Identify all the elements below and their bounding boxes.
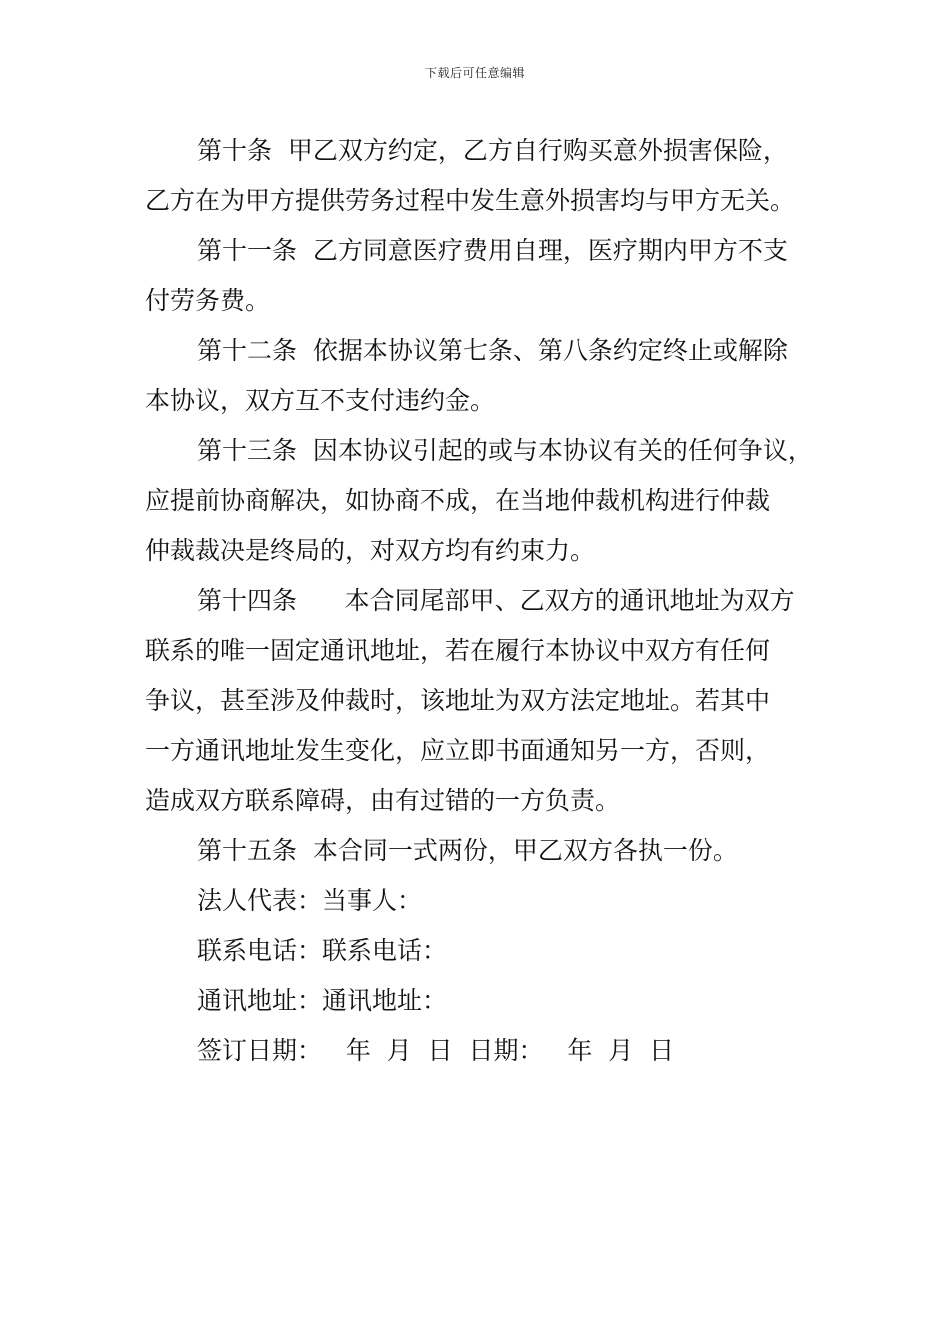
text-line: 争议，甚至涉及仲裁时，该地址为双方法定地址。若其中 [145, 686, 771, 715]
text-line: 第十五条 本合同一式两份，甲乙双方各执一份。 [197, 836, 738, 865]
signature-date: 签订日期： 年 月 日 日期： 年 月 日 [197, 1036, 675, 1065]
text-line: 造成双方联系障碍，由有过错的一方负责。 [145, 786, 621, 815]
text-line: 应提前协商解决，如协商不成，在当地仲裁机构进行仲裁 [145, 486, 771, 515]
text-line: 一方通讯地址发生变化，应立即书面通知另一方，否则， [145, 736, 771, 765]
text-line: 仲裁裁决是终局的，对双方均有约束力。 [145, 536, 596, 565]
text-line: 第十一条 乙方同意医疗费用自理，医疗期内甲方不支 [197, 236, 788, 265]
header-note: 下载后可任意编辑 [424, 66, 525, 80]
text-line: 联系的唯一固定通讯地址，若在履行本协议中双方有任何 [145, 636, 771, 665]
signature-phone: 联系电话：联系电话： [197, 936, 448, 965]
text-line: 第十三条 因本协议引起的或与本协议有关的任何争议， [197, 436, 813, 465]
signature-legal-representative: 法人代表：当事人： [197, 886, 423, 915]
text-line: 第十二条 依据本协议第七条、第八条约定终止或解除 [197, 336, 788, 365]
signature-address: 通讯地址：通讯地址： [197, 986, 448, 1015]
text-line: 乙方在为甲方提供劳务过程中发生意外损害均与甲方无关。 [145, 186, 796, 215]
text-line: 付劳务费。 [145, 286, 271, 315]
text-line: 第十四条 本合同尾部甲、乙双方的通讯地址为双方 [197, 586, 795, 615]
text-line: 第十条 甲乙双方约定，乙方自行购买意外损害保险， [197, 136, 788, 165]
contract-body [145, 126, 825, 1076]
text-line: 本协议，双方互不支付违约金。 [145, 386, 496, 415]
